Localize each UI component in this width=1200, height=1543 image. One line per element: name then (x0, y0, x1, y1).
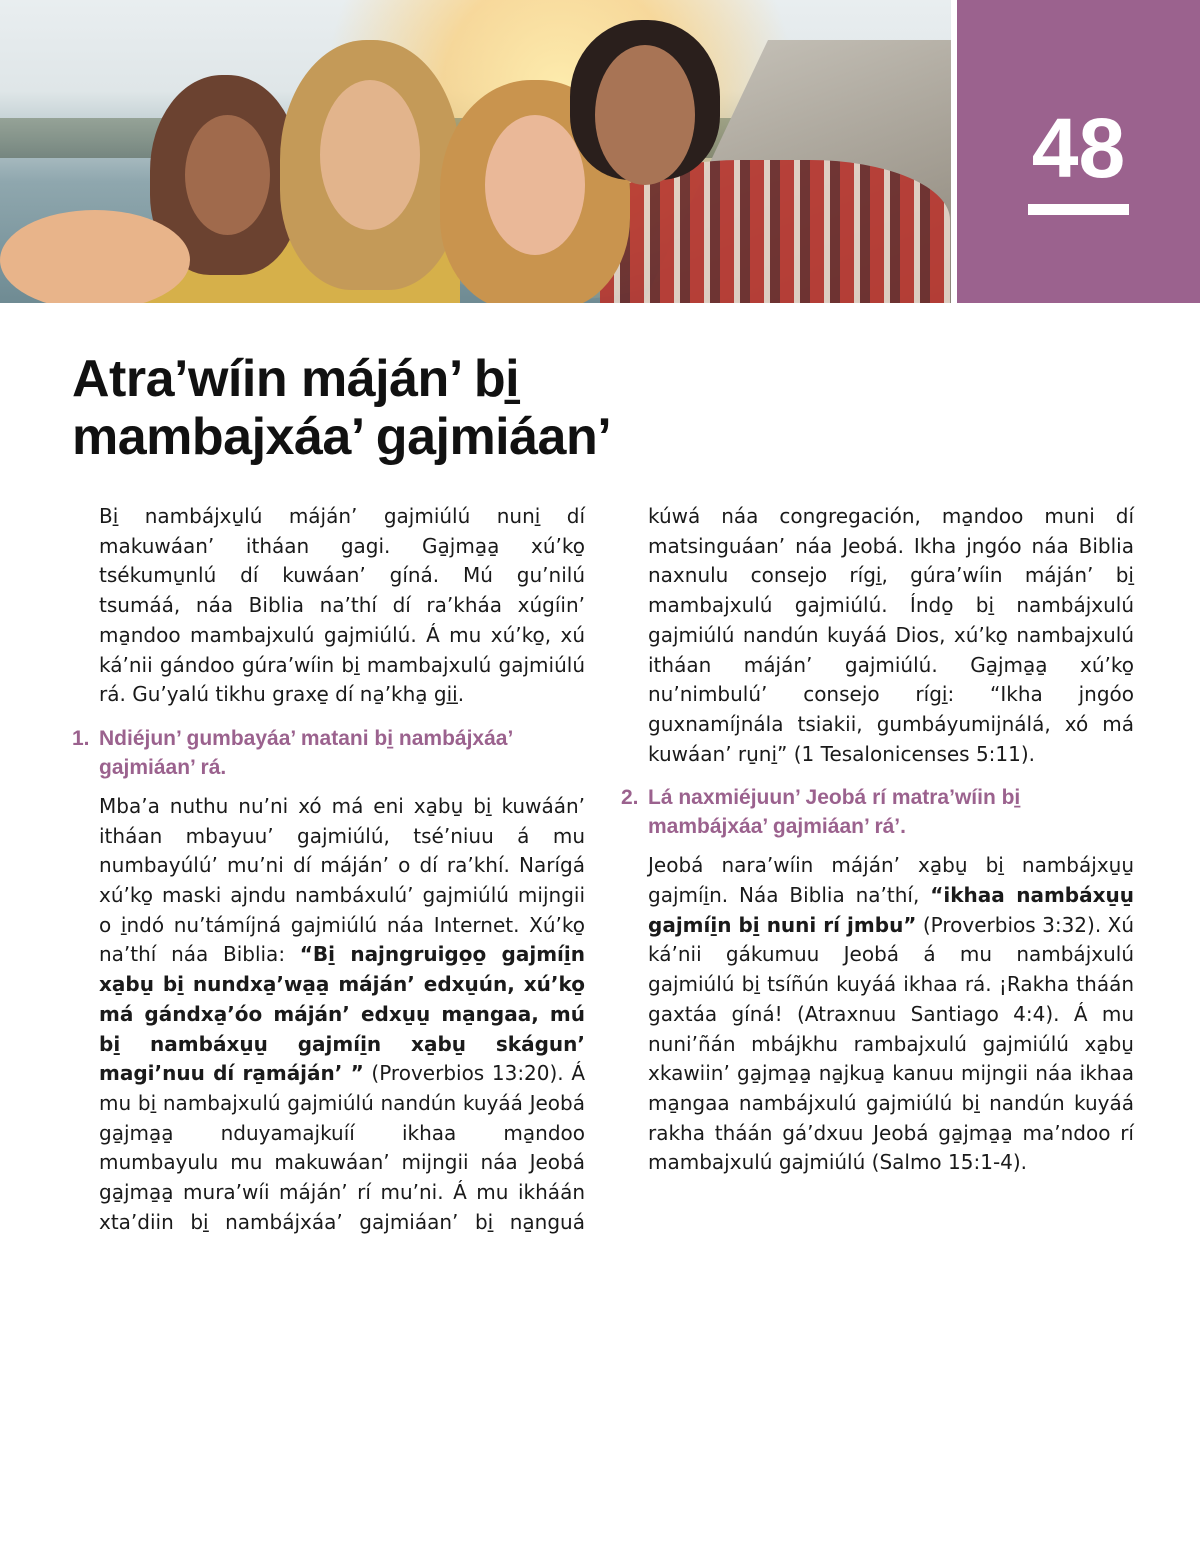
scripture-quote: “ikhaa nambáxu̱u̱ gajmíi̱n bi̱ nuni rí jmbu” (648, 883, 1134, 937)
header-photo-friends (0, 0, 951, 303)
page-title (72, 350, 611, 466)
intro-paragraph: Bi̱ nambájxu̱lú máján’ gajmiúlú nuni̱ dí makuwáan’ itháan gagi. Ga̱jma̱a̱ xú’ko̱ tsékumu̱nlú dí kuwáan’ gíná. Mú gu’nilú tsumáá, náa Biblia na’thí dí ra’kháa xúgíin’ ma̱ndoo mambajxulú gajmiúlú. Á mu xú’ko̱, xú ká’nii gándoo gúra’wíin bi̱ mambajxulú gajmiúlú rá. Gu’yalú tikhu graxe̱ dí na̱’kha̱ gi̱i̱. (99, 504, 585, 707)
scripture-quote: “Bi̱ najngruigo̱o̱ gajmíi̱n xa̱bu̱ bi̱ nundxa̱’wa̱a̱ máján’ edxu̱ún, xú’ko̱ má gándxa̱’óo máján’ edxu̱u̱ ma̱ngaa, mú bi̱ nambáxu̱u̱ gajmíi̱n xa̱bu̱ skágun’ magi’nuu dí ra̱máján’ ” (99, 942, 585, 1086)
face (185, 115, 270, 235)
person-4 (570, 20, 720, 180)
section-number: 2. (621, 786, 639, 810)
lesson-number-badge (957, 0, 1200, 303)
paragraph-text: (Proverbios 3:32). Xú ká’nii gákumuu Jeobá á mu nambájxulú gajmiúlú bi̱ tsíñún kuyáá ikhaa rá. ¡Rakha tháán gaxtáa gíná! (Atraxnuu Santiago 4:4). Á mu nuni’ñán mbájkhu rambajxulú gajmiúlú xa̱bu̱ xkawiin’ ga̱jma̱a̱ na̱jkua̱ kanuu mijngii náa ikhaa ma̱ngaa nambájxulú gajmiúlú bi̱ nandún kuyáá rakha tháán gá’dxuu Jeobá ga̱jma̱a̱ ma’ndoo rí mambajxulú gajmiúlú (Salmo 15:1-4). (648, 912, 1134, 1175)
lesson-number-underline (1028, 204, 1129, 215)
person-2 (280, 40, 460, 290)
face (485, 115, 585, 255)
face (320, 80, 420, 230)
paragraph-text: (Proverbios 13:20). Á mu bi̱ nambajxulú gajmiúlú nandún kuyáá Jeobá ga̱jma̱a̱ nduyamajkuíí ikhaa ma̱ndoo mumbayulu mu makuwáan’ mijngii náa Jeobá ga̱jma̱a̱ mura’wíi máján’ rí mu’ni. Á mu ikháán xta’diin bi̱ nambájxáa’ gajmiáan’ bi̱ na̱nguá kúwá náa congregación, ma̱ndoo muni dí matsinguáan’ náa Jeobá. Ikha jngóo náa Biblia naxnulu consejo rígi̱, gúra’wíin máján’ bi̱ mambajxulú gajmiúlú. Índo̱ bi̱ nambájxulú gajmiúlú nandún kuyáá Dios, xú’ko̱ nambajxulú itháan máján’ gajmiúlú. Ga̱jma̱a̱ xú’ko̱ nu’nimbulú’ consejo rígi̱: “Ikha jngóo guxnamíjnála tsiakii, gumbáyumijnálá, xó má kuwáan’ ru̱ni̱” (1 Tesalonicenses 5:11). (99, 504, 1134, 1234)
paragraph-text: Jeobá nara’wíin máján’ xa̱bu̱ bi̱ nambájxu̱u̱ gajmíi̱n. Náa Biblia na’thí, (648, 853, 1134, 908)
article-body (72, 502, 1134, 1262)
section-heading-2 (621, 783, 1134, 841)
page-title-line-2: mambajxáa’ gajmiáan’ (72, 408, 612, 466)
section-heading-1 (72, 724, 585, 782)
face (595, 45, 695, 185)
section-number: 1. (72, 726, 90, 750)
outstretched-arm (0, 210, 190, 303)
section-heading-text: Ndiéjun’ gumbayáa’ matani bi̱ nambájxáa’ gajmiáan’ rá. (99, 726, 513, 779)
page-title-line-1: Atra’wíin máján’ bi̱ (72, 350, 520, 408)
lesson-number: 48 (1031, 101, 1126, 195)
section-heading-text: Lá naxmiéjuun’ Jeobá rí matra’wíin bi̱ mambájxáa’ gajmiáan’ rá’. (648, 786, 1021, 839)
paragraph-text: Mba’a nuthu nu’ni xó má eni xa̱bu̱ bi̱ kuwáán’ itháan mbayuu’ gajmiúlú, tsé’niuu á mu numbayúlú’ mu’ni dí máján’ o dí ra’khí. Narígá xú’ko̱ maski ajndu nambáxulú’ gajmiúlú mijngii o i̱ndó nu’támíjná gajmiúlú náa Internet. Xú’ko̱ na’thí náa Biblia: (99, 793, 585, 967)
section-paragraph-2 (648, 851, 1134, 1178)
